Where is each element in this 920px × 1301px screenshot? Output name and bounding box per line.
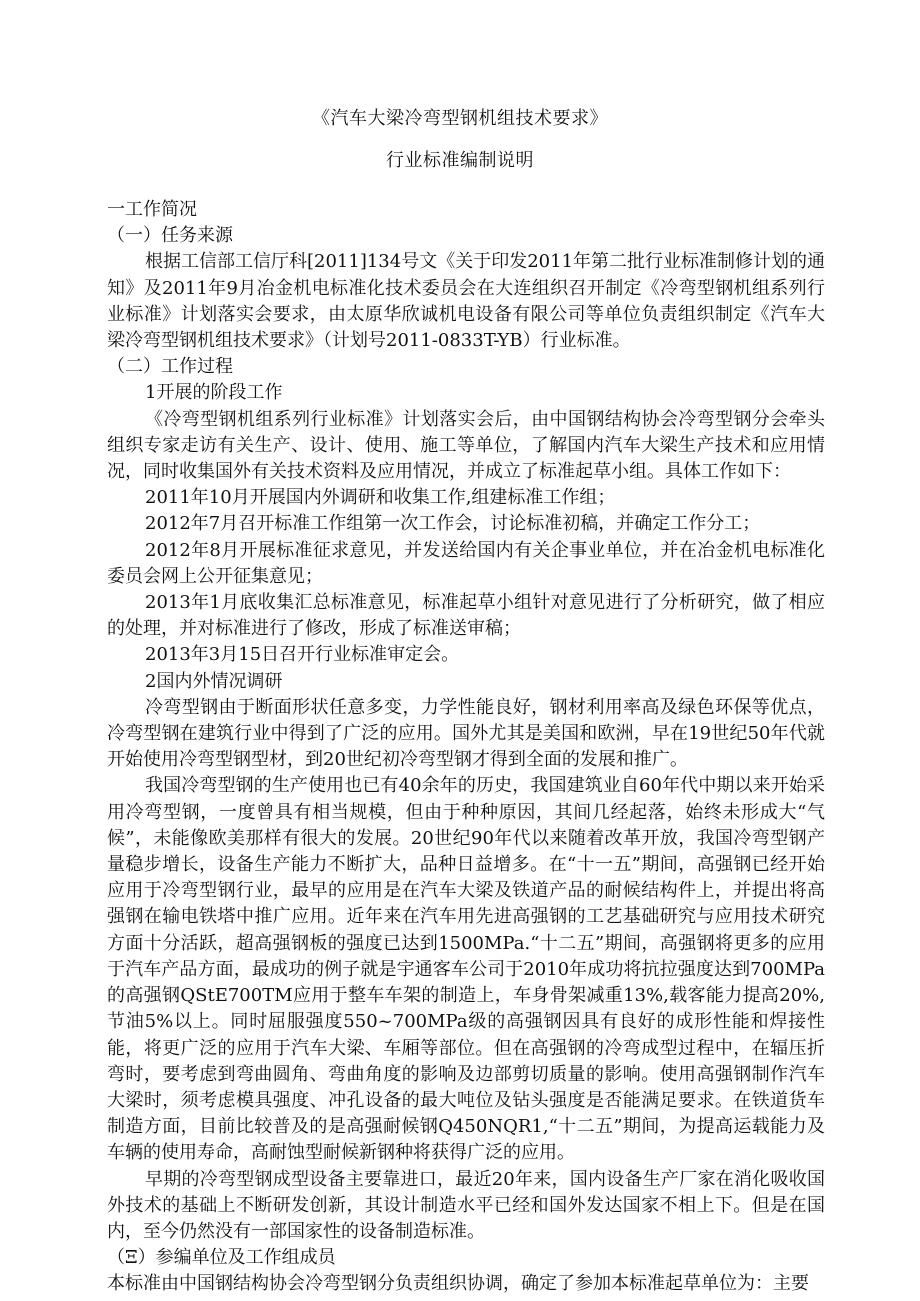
paragraph: 冷弯型钢由于断面形状任意多变，力学性能良好，钢材利用率高及绿色环保等优点，冷弯型钢在建筑行业中得到了广泛的应用。国外尤其是美国和欧洲，早在19世纪50年代就开始使用冷弯型钢型材，到20世纪初冷弯型钢才得到全面的发展和推广。 [107, 696, 825, 771]
document-body [107, 197, 825, 1298]
paragraph: 2011年10月开展国内外调研和收集工作,组建标准工作组； [145, 487, 616, 509]
paragraph: 早期的冷弯型钢成型设备主要靠进口，最近20年来，国内设备生产厂家在消化吸收国外技术的基础上不断研发创新，其设计制造水平已经和国外发达国家不相上下。但是在国内，至今仍然没有一部国家性的设备制造标准。 [107, 1168, 825, 1242]
paragraph: 我国冷弯型钢的生产使用也已有40余年的历史，我国建筑业自60年代中期以来开始采用冷弯型钢，一度曾具有相当规模，但由于种种原因，其间几经起落，始终未形成大“气候”，未能像欧美那样有很大的发展。20世纪90年代以来随着改革开放，我国冷弯型钢产量稳步增长，设备生产能力不断扩大，品种日益增多。在“十一五”期间，高强钢已经开始应用于冷弯型钢行业，最早的应用是在汽车大梁及铁道产品的耐候结构件上，并提出将高强钢在输电铁塔中推广应用。近年来在汽车用先进高强钢的工艺基础研究与应用技术研究方面十分活跃，超高强钢板的强度已达到1500MPa.“十二五”期间，高强钢将更多的应用于汽车产品方面，最成功的例子就是宇通客车公司于2010年成功将抗拉强度达到700MPa的高强钢QStE700TM应用于整车车架的制造上，车身骨架减重13%,载客能力提高20%,节油5%以上。同时屈服强度550~700MPa级的高强钢因具有良好的成形性能和焊接性能，将更广泛的应用于汽车大梁、车厢等部位。但在高强钢的冷弯成型过程中，在辐压折弯时，要考虑到弯曲圆角、弯曲角度的影响及边部剪切质量的影响。使用高强钢制作汽车大梁时，须考虑模具强度、冲孔设备的最大吨位及钻头强度是否能满足要求。在铁道货车制造方面，目前比较普及的是高强耐候钢Q450NQR1,“十二五”期间，为提高运载能力及车辆的使用寿命，高耐蚀型耐候新钢种将获得广泛的应用。 [107, 775, 825, 1164]
document-title: 《汽车大梁冷弯型钢机组技术要求》 [312, 108, 608, 129]
paragraph: 2013年1月底收集汇总标准意见，标准起草小组针对意见进行了分析研究，做了相应的处理，并对标准进行了修改，形成了标准送审稿； [107, 592, 825, 640]
paragraph: 根据工信部工信厅科[2011]134号文《关于印发2011年第二批行业标准制修计划的通知》及2011年9月冶金机电标准化技术委员会在大连组织召开制定《冷弯型钢机组系列行业标准》计划落实会要求，由太原华欣诚机电设备有限公司等单位负责组织制定《汽车大梁冷弯型钢机组技术要求》（计划号2011-0833T-YB）行业标准。 [107, 251, 826, 352]
paragraph: 本标准由中国钢结构协会冷弯型钢分负责组织协调，确定了参加本标准起草单位为：主要 [107, 1273, 809, 1295]
document-subtitle: 行业标准编制说明 [386, 150, 534, 171]
item-heading: 1开展的阶段工作 [145, 382, 283, 404]
subsection-heading: （一）任务来源 [107, 225, 233, 247]
section-heading: 一工作简况 [107, 199, 197, 220]
subsection-heading: （Ξ）参编单位及工作组成员 [107, 1247, 336, 1269]
paragraph: 2012年7月召开标准工作组第一次工作会，讨论标准初稿，并确定工作分工； [145, 513, 761, 535]
subsection-heading: （二）工作过程 [107, 356, 233, 378]
paragraph: 《冷弯型钢机组系列行业标准》计划落实会后，由中国钢结构协会冷弯型钢分会牵头组织专家走访有关生产、设计、使用、施工等单位，了解国内汽车大梁生产技术和应用情况，同时收集国外有关技术资料及应用情况，并成立了标准起草小组。具体工作如下： [107, 408, 825, 483]
item-heading: 2国内外情况调研 [145, 670, 283, 692]
paragraph: 2013年3月15日召开行业标准审定会。 [145, 644, 460, 666]
paragraph: 2012年8月开展标准征求意见，并发送给国内有关企事业单位，并在冶金机电标准化委员会网上公开征集意见； [107, 539, 825, 587]
